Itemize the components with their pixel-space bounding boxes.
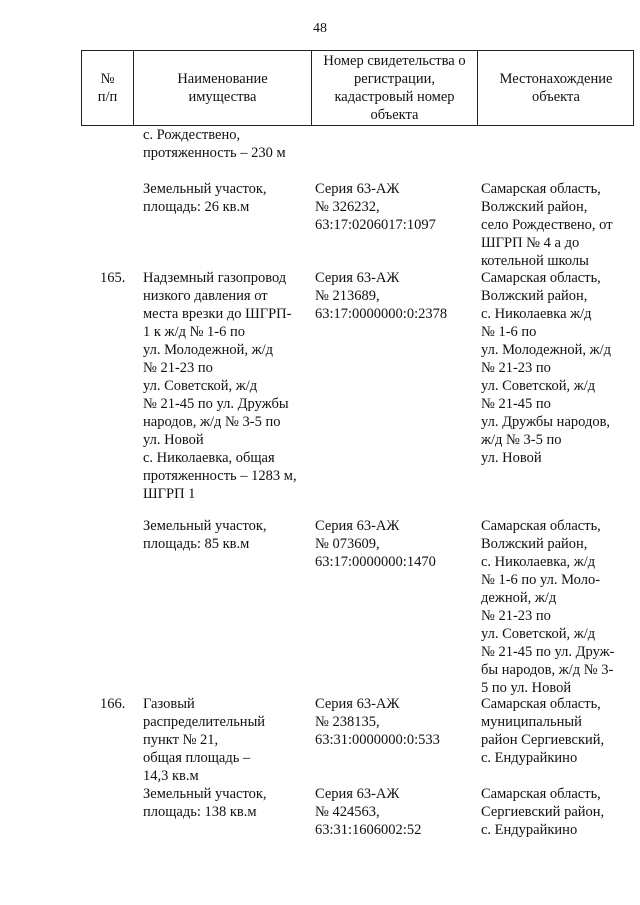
row-1-location: Самарская область, Волжский район, село Рождествено, от ШГРП № 4 а до котельной школы <box>481 181 613 269</box>
row-0-name: с. Рождествено, протяженность – 230 м <box>143 127 286 161</box>
row-2-cert: Серия 63-АЖ № 213689, 63:17:0000000:0:2378 <box>315 270 448 322</box>
page-number: 48 <box>313 21 327 36</box>
row-2-location: Самарская область, Волжский район, с. Николаевка ж/д № 1-6 по ул. Молодежной, ж/д № 21-23 по ул. Советской, ж/д № 21-45 по ул. Дружбы народов, ж/д № 3-5 по ул. Новой <box>481 270 612 466</box>
header-name: Наименование имущества <box>177 71 268 105</box>
row-5-cert: Серия 63-АЖ № 424563, 63:31:1606002:52 <box>315 786 422 838</box>
row-2-name: Надземный газопровод низкого давления от места врезки до ШГРП- 1 к ж/д № 1-6 по ул. Молодежной, ж/д № 21-23 по ул. Советской, ж/д № 21-45 по ул. Дружбы народов, ж/д № 3-5 по ул. Новой с. Николаевка, общая протяженность – 1283 м, ШГРП 1 <box>143 270 297 502</box>
row-4-number: 166. <box>100 696 126 712</box>
header-certificate: Номер свидетельства о регистрации, кадастровый номер объекта <box>323 53 466 123</box>
row-5-location: Самарская область, Сергиевский район, с. Ендурайкино <box>481 786 605 838</box>
row-3-name: Земельный участок, площадь: 85 кв.м <box>143 518 267 552</box>
row-4-name: Газовый распределительный пункт № 21, общая площадь – 14,3 кв.м <box>143 696 266 784</box>
row-1-name: Земельный участок, площадь: 26 кв.м <box>143 181 267 215</box>
row-1-cert: Серия 63-АЖ № 326232, 63:17:0206017:1097 <box>315 181 436 233</box>
row-3-cert: Серия 63-АЖ № 073609, 63:17:0000000:1470 <box>315 518 436 570</box>
row-3-location: Самарская область, Волжский район, с. Николаевка, ж/д № 1-6 по ул. Моло- дежной, ж/д № 21-23 по ул. Советской, ж/д № 21-45 по ул. Друж- бы народов, ж/д № 3- 5 по ул. Новой <box>481 518 615 696</box>
row-4-location: Самарская область, муниципальный район Сергиевский, с. Ендурайкино <box>481 696 605 766</box>
header-number: № п/п <box>97 71 118 105</box>
table-header <box>81 50 634 126</box>
header-location: Местонахождение объекта <box>499 71 613 105</box>
row-2-number: 165. <box>100 270 126 286</box>
row-5-name: Земельный участок, площадь: 138 кв.м <box>143 786 267 820</box>
row-4-cert: Серия 63-АЖ № 238135, 63:31:0000000:0:533 <box>315 696 440 748</box>
